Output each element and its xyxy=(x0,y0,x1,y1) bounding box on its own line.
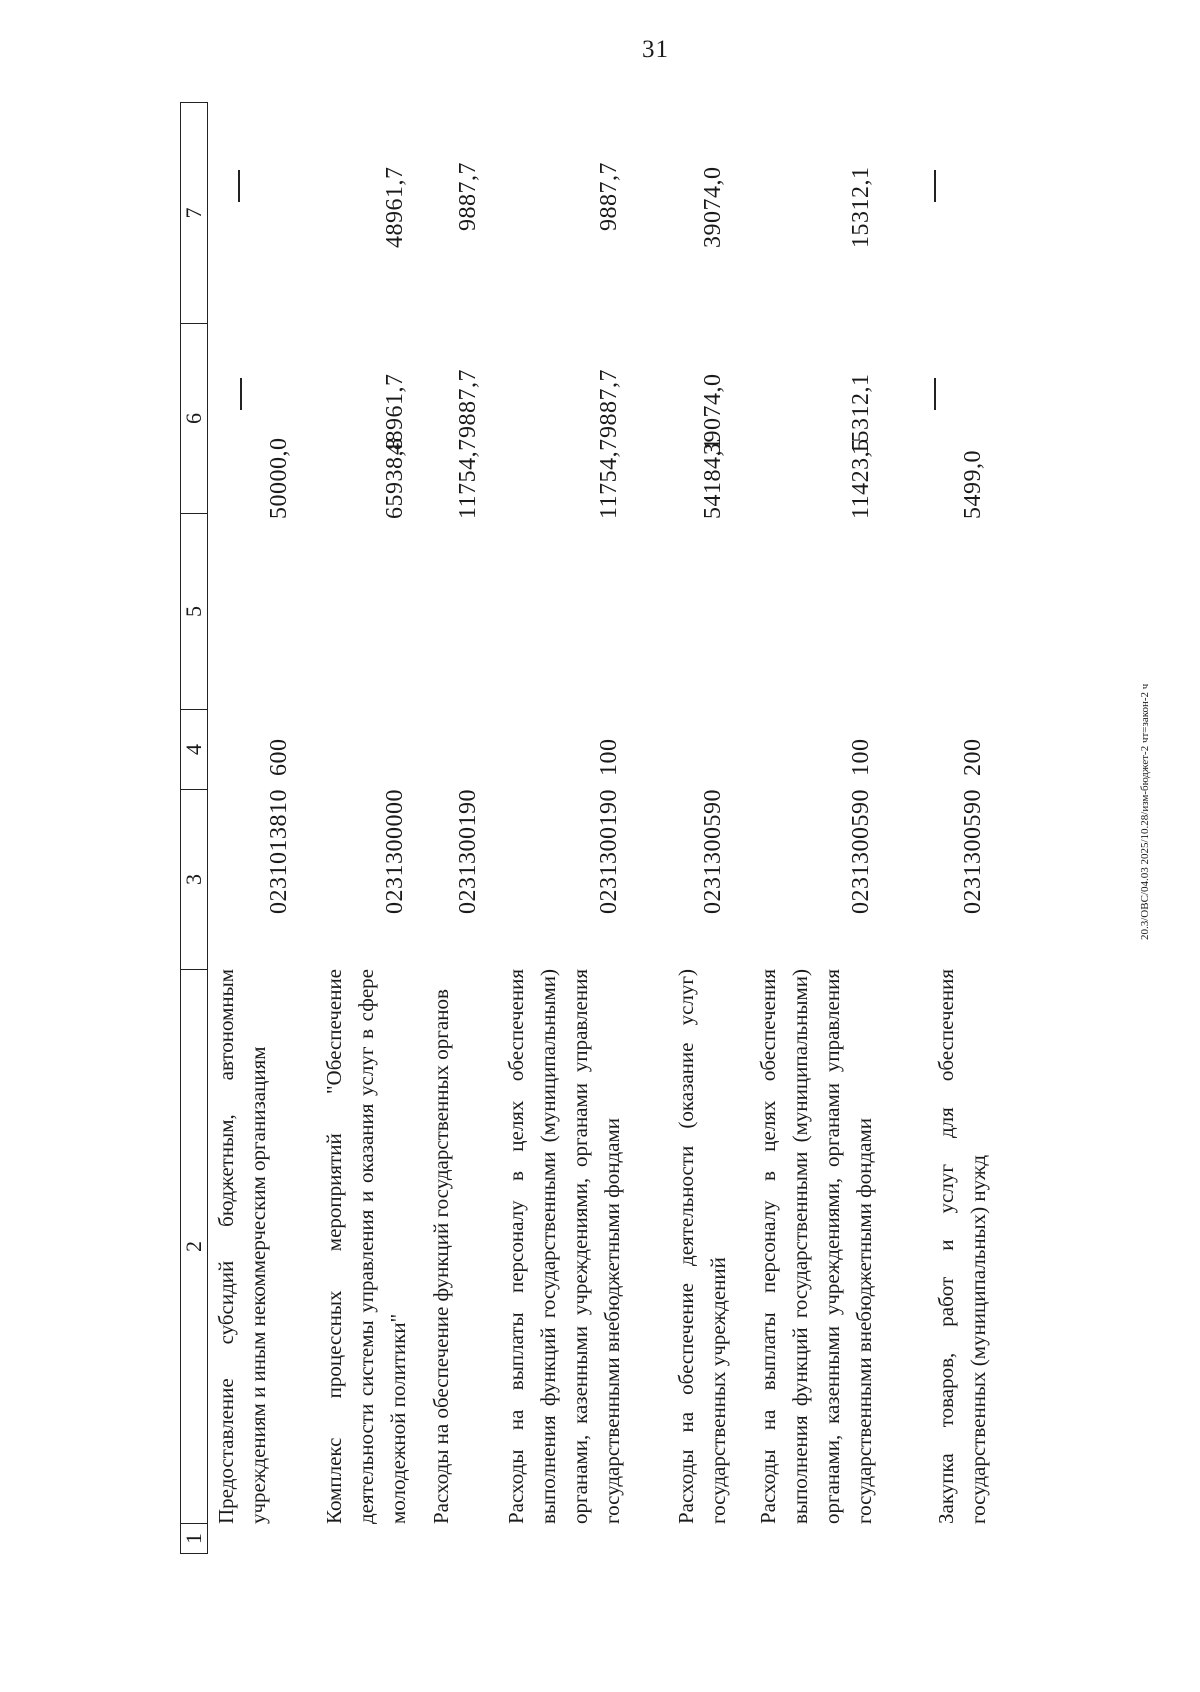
row-description: Расходы на обеспечение деятельности (оказание услуг) государственных учреждений xyxy=(674,969,730,1524)
row-group: 100 xyxy=(596,738,622,776)
row-value-6: 48961,7 xyxy=(382,373,408,455)
column-header-6: 6 xyxy=(180,323,208,513)
row-description: Комплекс процессных мероприятий "Обеспечение деятельности системы управления и оказания услуг в сфере молодежной политики" xyxy=(322,969,410,1524)
row-value-6: 39074,0 xyxy=(700,373,726,455)
row-dash-7 xyxy=(238,170,240,202)
row-value-6: 9887,7 xyxy=(596,369,622,438)
row-value-6: 9887,7 xyxy=(455,369,481,438)
row-value-5: 11754,7 xyxy=(596,438,622,519)
row-value-6: 15312,1 xyxy=(848,373,874,455)
document-code: 20.3/ОВС/04.03 2025/10.28/изм-бюджет-2 чт=закон-2 ч xyxy=(1139,683,1151,940)
row-value-5: 5499,0 xyxy=(960,450,986,519)
row-code: 0231013810 xyxy=(266,789,292,914)
row-group: 600 xyxy=(266,738,292,776)
column-header-2: 2 xyxy=(180,969,208,1523)
row-value-7: 48961,7 xyxy=(382,166,408,248)
row-description: Расходы на выплаты персоналу в целях обеспечения выполнения функций государственными (муниципальными) органами, казенными учреждениями, органами управления государственными внебюджетными фондами xyxy=(504,969,624,1524)
row-dash-6 xyxy=(240,378,242,410)
row-value-5: 54184,1 xyxy=(700,437,726,519)
row-value-7: 39074,0 xyxy=(700,166,726,248)
row-value-5: 50000,0 xyxy=(266,437,292,519)
column-header-1: 1 xyxy=(180,1523,208,1554)
column-header-3: 3 xyxy=(180,789,208,969)
row-code: 0231300590 xyxy=(960,789,986,914)
row-value-5: 65938,8 xyxy=(382,437,408,519)
row-dash-6 xyxy=(934,378,936,410)
row-group: 100 xyxy=(848,738,874,776)
row-dash-7 xyxy=(934,170,936,202)
row-code: 0231300190 xyxy=(596,789,622,914)
row-group: 200 xyxy=(960,738,986,776)
row-value-7: 15312,1 xyxy=(848,166,874,248)
row-value-7: 9887,7 xyxy=(455,162,481,231)
row-code: 0231300190 xyxy=(455,789,481,914)
row-description: Расходы на выплаты персоналу в целях обеспечения выполнения функций государственными (муниципальными) органами, казенными учреждениями, органами управления государственными внебюджетными фондами xyxy=(756,969,876,1524)
row-value-7: 9887,7 xyxy=(596,162,622,231)
page-number: 31 xyxy=(642,36,669,63)
row-code: 0231300000 xyxy=(382,789,408,914)
column-header-4: 4 xyxy=(180,709,208,789)
row-code: 0231300590 xyxy=(848,789,874,914)
column-header-7: 7 xyxy=(180,102,208,323)
row-description: Предоставление субсидий бюджетным, автономным учреждениям и иным некоммерческим организациям xyxy=(214,969,270,1524)
row-value-5: 11423,5 xyxy=(848,438,874,519)
row-description: Расходы на обеспечение функций государственных органов xyxy=(429,989,453,1524)
budget-table xyxy=(180,102,1058,1554)
row-value-5: 11754,7 xyxy=(455,438,481,519)
row-code: 0231300590 xyxy=(700,789,726,914)
row-description: Закупка товаров, работ и услуг для обеспечения государственных (муниципальных) нужд xyxy=(934,969,990,1524)
column-header-5: 5 xyxy=(180,513,208,709)
